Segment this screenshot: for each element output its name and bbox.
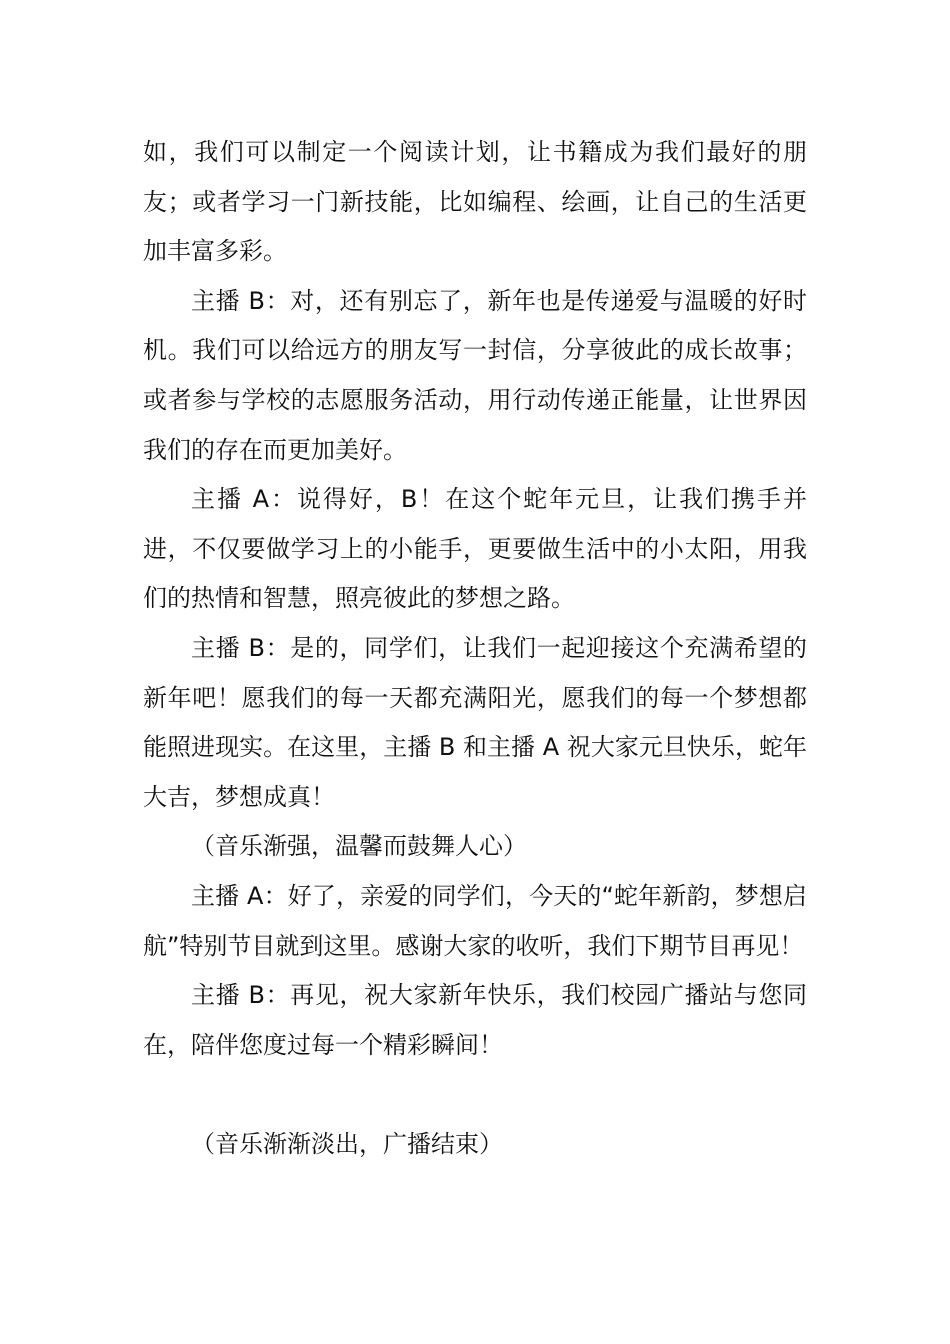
paragraph-host-b-2: 主播 B：是的，同学们，让我们一起迎接这个充满希望的新年吧！愿我们的每一天都充满阳光，愿我们的每一个梦想都能照进现实。在这里，主播 B 和主播 A 祝大家元旦快乐，蛇年大吉，梦想成真！ — [143, 633, 807, 811]
stage-direction-music-fade: （音乐渐渐淡出，广播结束） — [191, 1129, 503, 1158]
document-page — [143, 128, 807, 1169]
paragraph-host-a-2: 主播 A：好了，亲爱的同学们，今天的“蛇年新韵，梦想启航”特别节目就到这里。感谢大家的收听，我们下期节目再见！ — [143, 881, 807, 960]
stage-direction-music-rise: （音乐渐强，温馨而鼓舞人心） — [191, 832, 527, 861]
paragraph-continuation: 如，我们可以制定一个阅读计划，让书籍成为我们最好的朋友；或者学习一门新技能，比如编程、绘画，让自己的生活更加丰富多彩。 — [143, 138, 807, 266]
paragraph-host-b-1: 主播 B：对，还有别忘了，新年也是传递爱与温暖的好时机。我们可以给远方的朋友写一封信，分享彼此的成长故事；或者参与学校的志愿服务活动，用行动传递正能量，让世界因我们的存在而更加美好。 — [143, 286, 807, 464]
blank-line — [143, 1070, 807, 1120]
paragraph-host-a-1: 主播 A：说得好，B！在这个蛇年元旦，让我们携手并进，不仅要做学习上的小能手，更要做生活中的小太阳，用我们的热情和智慧，照亮彼此的梦想之路。 — [143, 485, 807, 613]
paragraph-host-b-3: 主播 B：再见，祝大家新年快乐，我们校园广播站与您同在，陪伴您度过每一个精彩瞬间！ — [143, 981, 807, 1059]
